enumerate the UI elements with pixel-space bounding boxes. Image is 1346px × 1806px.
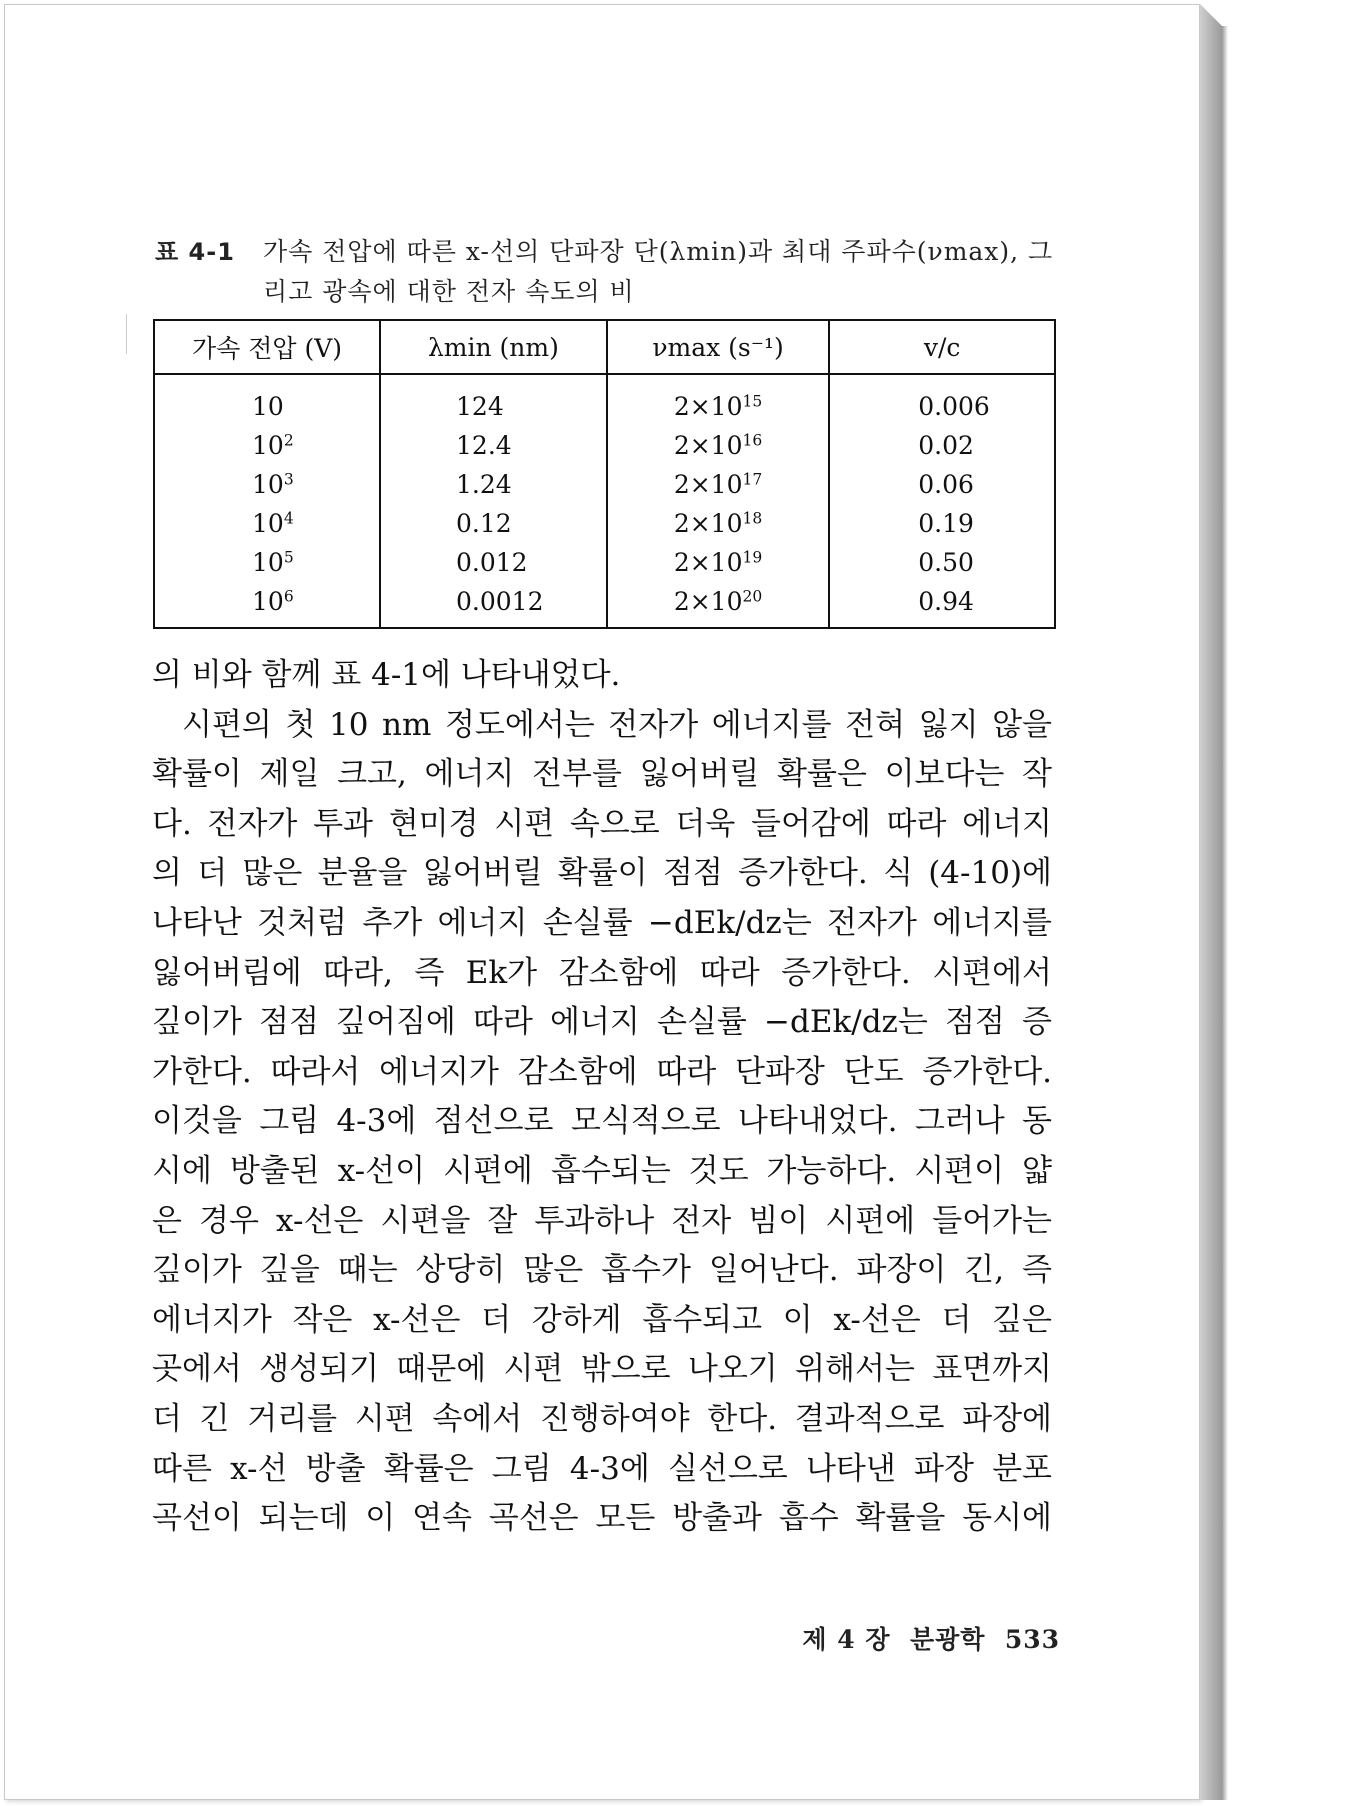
caption-line-1 — [155, 232, 1055, 272]
text-line: 깊이가 점점 깊어짐에 따라 에너지 손실률 −dEk/dz는 점점 증 — [152, 1004, 1052, 1041]
cell-nu — [607, 543, 829, 582]
lambda-value: 124 — [456, 392, 504, 421]
text-line: 가한다. 따라서 에너지가 감소함에 따라 단파장 단도 증가한다. — [152, 1053, 1052, 1090]
cell-voltage — [154, 582, 380, 628]
nu-exponent: 17 — [742, 470, 763, 489]
nu-base: 2×10 — [673, 392, 743, 421]
cell-lambda — [380, 426, 607, 465]
cell-voltage — [154, 374, 380, 426]
text-line: 의 비와 함께 표 4-1에 나타내었다. — [152, 657, 621, 693]
cell-voltage — [154, 465, 380, 504]
ratio-value: 0.19 — [918, 509, 974, 538]
data-table — [153, 319, 1056, 629]
cell-nu — [607, 582, 829, 628]
cell-nu — [607, 374, 829, 426]
voltage-base: 10 — [252, 431, 284, 460]
header-nu: νmax (s⁻¹) — [607, 320, 829, 374]
voltage-exponent: 6 — [283, 587, 294, 606]
nu-base: 2×10 — [673, 470, 743, 499]
nu-exponent: 18 — [742, 509, 763, 528]
header-ratio: v/c — [829, 320, 1055, 374]
nu-base: 2×10 — [673, 509, 743, 538]
text-line: 나타난 것처럼 추가 에너지 손실률 −dEk/dz는 전자가 에너지를 — [152, 904, 1052, 941]
nu-base: 2×10 — [673, 587, 743, 616]
text-line: 잃어버림에 따라, 즉 Ek가 감소함에 따라 증가한다. 시편에서 — [152, 954, 1052, 991]
body-text — [152, 651, 1052, 1544]
caption-number: 표 4-1 — [155, 238, 235, 266]
cell-lambda — [380, 504, 607, 543]
cell-ratio — [829, 543, 1055, 582]
voltage-exponent: 5 — [283, 548, 294, 567]
cell-nu — [607, 426, 829, 465]
voltage-exponent: 4 — [283, 509, 294, 528]
cell-ratio — [829, 465, 1055, 504]
table-row — [154, 543, 1055, 582]
table-body — [154, 374, 1055, 628]
table-row — [154, 426, 1055, 465]
voltage-exponent: 3 — [283, 470, 294, 489]
page-number: 533 — [1004, 1625, 1060, 1654]
text-line: 시에 방출된 x-선이 시편에 흡수되는 것도 가능하다. 시편이 얇 — [152, 1152, 1052, 1189]
text-line: 곡선이 되는데 이 연속 곡선은 모든 방출과 흡수 확률을 동시에 — [152, 1500, 1052, 1537]
caption-text-1: 가속 전압에 따른 x-선의 단파장 단(λmin)과 최대 주파수(νmax), 그 — [263, 237, 1054, 266]
nu-base: 2×10 — [673, 431, 743, 460]
cell-nu — [607, 465, 829, 504]
page-footer — [800, 1620, 1060, 1656]
voltage-base: 10 — [252, 470, 284, 499]
cell-lambda — [380, 374, 607, 426]
text-line: 은 경우 x-선은 시편을 잘 투과하나 전자 빔이 시편에 들어가는 — [152, 1202, 1052, 1239]
margin-mark — [126, 314, 127, 354]
text-line: 이것을 그림 4-3에 점선으로 모식적으로 나타내었다. 그러나 동 — [152, 1103, 1052, 1140]
footer-chapter: 제 4 장 — [802, 1625, 891, 1654]
nu-exponent: 16 — [742, 431, 763, 450]
cell-ratio — [829, 374, 1055, 426]
nu-base: 2×10 — [673, 548, 743, 577]
text-line: 확률이 제일 크고, 에너지 전부를 잃어버릴 확률은 이보다는 작 — [152, 756, 1052, 793]
text-line: 의 더 많은 분율을 잃어버릴 확률이 점점 증가한다. 식 (4-10)에 — [152, 855, 1052, 892]
header-lambda: λmin (nm) — [380, 320, 607, 374]
nu-exponent: 20 — [742, 587, 763, 606]
text-line: 다. 전자가 투과 현미경 시편 속으로 더욱 들어감에 따라 에너지 — [152, 805, 1052, 842]
table-caption — [155, 232, 1055, 312]
text-line: 곳에서 생성되기 때문에 시편 밖으로 나오기 위해서는 표면까지 — [152, 1351, 1052, 1388]
text-line: 더 긴 거리를 시편 속에서 진행하여야 한다. 결과적으로 파장에 — [152, 1400, 1052, 1437]
text-line: 따른 x-선 방출 확률은 그림 4-3에 실선으로 나타낸 파장 분포 — [152, 1450, 1052, 1487]
lambda-value: 1.24 — [456, 470, 512, 499]
table-header-row — [154, 320, 1055, 374]
lambda-value: 0.0012 — [456, 587, 544, 616]
voltage-base: 10 — [252, 548, 284, 577]
table-row — [154, 582, 1055, 628]
cell-ratio — [829, 426, 1055, 465]
text-line: 깊이가 깊을 때는 상당히 많은 흡수가 일어난다. 파장이 긴, 즉 — [152, 1252, 1052, 1289]
caption-line-2: 리고 광속에 대한 전자 속도의 비 — [263, 277, 635, 306]
text-line: 에너지가 작은 x-선은 더 강하게 흡수되고 이 x-선은 더 깊은 — [152, 1301, 1052, 1338]
lambda-value: 12.4 — [456, 431, 512, 460]
header-voltage: 가속 전압 (V) — [154, 320, 380, 374]
footer-title: 분광학 — [909, 1625, 986, 1654]
nu-exponent: 19 — [742, 548, 763, 567]
table-row — [154, 374, 1055, 426]
table-row — [154, 465, 1055, 504]
cell-ratio — [829, 582, 1055, 628]
text-line: 시편의 첫 10 nm 정도에서는 전자가 에너지를 전혀 잃지 않을 — [182, 706, 1052, 743]
table-row — [154, 504, 1055, 543]
ratio-value: 0.94 — [918, 587, 974, 616]
voltage-base: 10 — [252, 587, 284, 616]
cell-ratio — [829, 504, 1055, 543]
nu-exponent: 15 — [742, 392, 763, 411]
cell-voltage — [154, 504, 380, 543]
ratio-value: 0.50 — [918, 548, 974, 577]
cell-nu — [607, 504, 829, 543]
lambda-value: 0.012 — [456, 548, 528, 577]
cell-lambda — [380, 465, 607, 504]
page-shadow — [1222, 26, 1228, 1800]
ratio-value: 0.02 — [918, 431, 974, 460]
voltage-base: 10 — [252, 392, 284, 421]
cell-lambda — [380, 582, 607, 628]
voltage-base: 10 — [252, 509, 284, 538]
lambda-value: 0.12 — [456, 509, 512, 538]
ratio-value: 0.006 — [918, 392, 990, 421]
cell-voltage — [154, 426, 380, 465]
ratio-value: 0.06 — [918, 470, 974, 499]
voltage-exponent: 2 — [283, 431, 294, 450]
cell-voltage — [154, 543, 380, 582]
cell-lambda — [380, 543, 607, 582]
page-edge — [1200, 4, 1222, 1800]
